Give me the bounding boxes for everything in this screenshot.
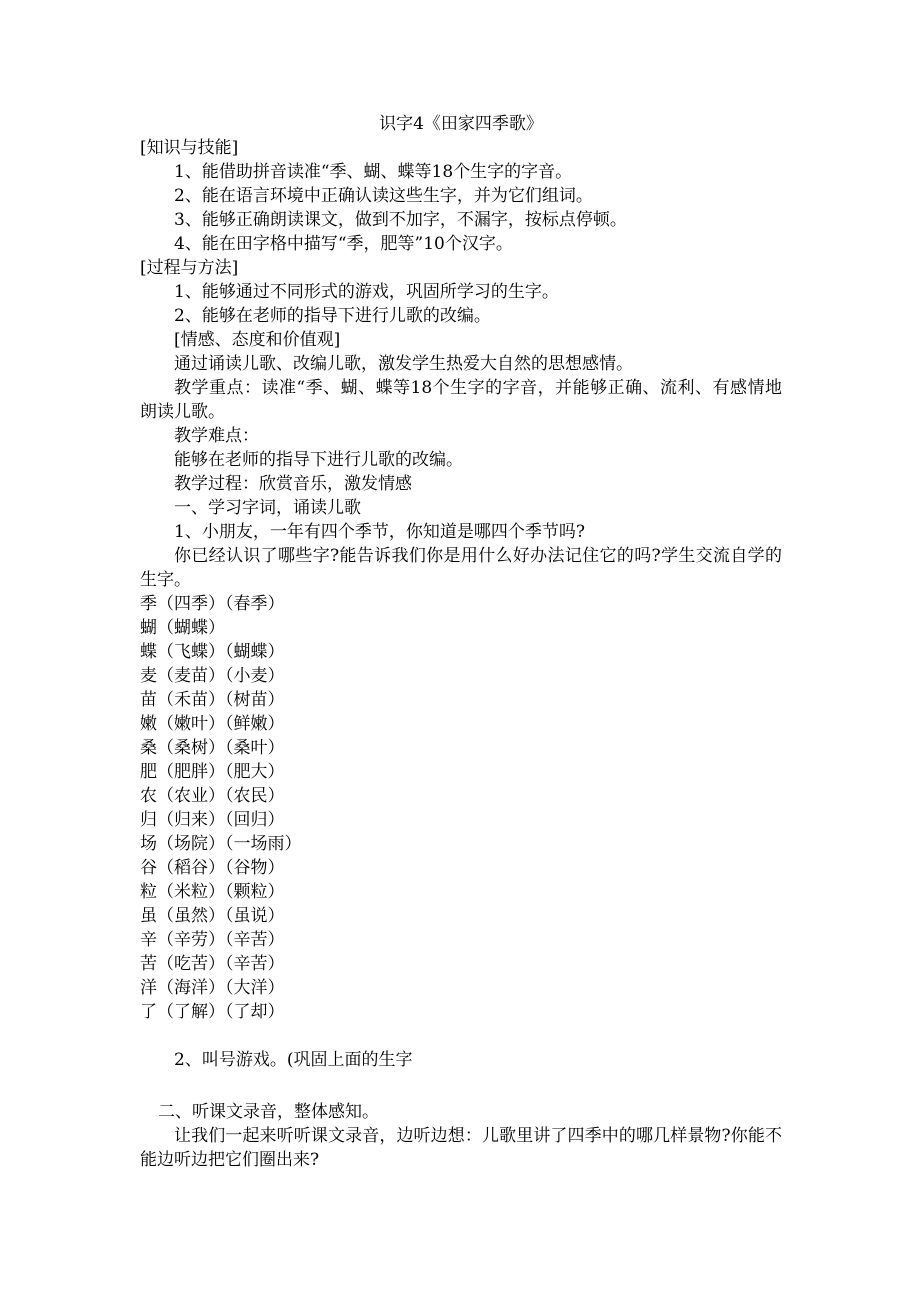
process-heading: [过程与方法] bbox=[140, 258, 239, 278]
word-item: 桑（桑树）（桑叶） bbox=[140, 738, 285, 758]
knowledge-item: 1、能借助拼音读准“季、蝴、蝶等18个生字的字音。 bbox=[174, 162, 573, 182]
word-item: 了（了解）（了却） bbox=[140, 1002, 285, 1022]
word-item: 蝴（蝴蝶） bbox=[140, 618, 225, 638]
knowledge-item: 4、能在田字格中描写“季，肥等”10个汉字。 bbox=[174, 234, 513, 254]
word-item: 季（四季）（春季） bbox=[140, 594, 285, 614]
word-item: 农（农业）（农民） bbox=[140, 786, 285, 806]
word-item: 嫩（嫩叶）（鲜嫩） bbox=[140, 714, 285, 734]
knowledge-item: 2、能在语言环境中正确认读这些生字，并为它们组词。 bbox=[174, 186, 593, 206]
process-item: 1、能够通过不同形式的游戏，巩固所学习的生字。 bbox=[174, 282, 559, 302]
word-list bbox=[140, 592, 782, 1024]
process-item: 2、能够在老师的指导下进行儿歌的改编。 bbox=[174, 306, 491, 326]
section1-question-2: 你已经认识了哪些字?能告诉我们你是用什么好办法记住它的吗?学生交流自学的生字。 bbox=[140, 546, 782, 590]
word-item: 洋（海洋）（大洋） bbox=[140, 978, 285, 998]
key-point: 教学重点：读准“季、蝴、蝶等18个生字的字音，并能够正确、流利、有感情地朗读儿歌。 bbox=[140, 378, 782, 422]
spacer bbox=[140, 1072, 782, 1100]
word-item: 苗（禾苗）（树苗） bbox=[140, 690, 285, 710]
word-item: 苦（吃苦）（辛苦） bbox=[140, 954, 285, 974]
section2-text: 让我们一起来听听课文录音，边听边想：儿歌里讲了四季中的哪几样景物?你能不能边听边把它们圈出来? bbox=[140, 1126, 782, 1170]
section1-heading: 一、学习字词，诵读儿歌 bbox=[174, 498, 361, 518]
word-item: 归（归来）（回归） bbox=[140, 810, 285, 830]
emotion-text: 通过诵读儿歌、改编儿歌，激发学生热爱大自然的思想感情。 bbox=[174, 354, 633, 374]
knowledge-item: 3、能够正确朗读课文，做到不加字，不漏字，按标点停顿。 bbox=[174, 210, 627, 230]
document-title: 识字4《田家四季歌》 bbox=[379, 114, 543, 134]
word-item: 肥（肥胖）（肥大） bbox=[140, 762, 285, 782]
word-item: 粒（米粒）（颗粒） bbox=[140, 882, 285, 902]
section1-question-1: 1、小朋友，一年有四个季节，你知道是哪四个季节吗? bbox=[174, 522, 585, 542]
difficulty-text: 能够在老师的指导下进行儿歌的改编。 bbox=[174, 450, 463, 470]
emotion-heading: [情感、态度和价值观] bbox=[174, 330, 341, 350]
word-item: 辛（辛劳）（辛苦） bbox=[140, 930, 285, 950]
word-item: 虽（虽然）（虽说） bbox=[140, 906, 285, 926]
process-label: 教学过程：欣赏音乐，激发情感 bbox=[174, 474, 412, 494]
word-item: 谷（稻谷）（谷物） bbox=[140, 858, 285, 878]
game-item: 2、叫号游戏。(巩固上面的生字 bbox=[174, 1050, 413, 1070]
section2-heading: 二、听课文录音，整体感知。 bbox=[158, 1102, 379, 1122]
word-item: 场（场院）（一场雨） bbox=[140, 834, 302, 854]
difficulty-label: 教学难点： bbox=[174, 426, 259, 446]
word-item: 麦（麦苗）（小麦） bbox=[140, 666, 285, 686]
word-item: 蝶（飞蝶）（蝴蝶） bbox=[140, 642, 285, 662]
knowledge-heading: [知识与技能] bbox=[140, 138, 239, 158]
document-page bbox=[140, 112, 782, 1172]
spacer bbox=[140, 1024, 782, 1048]
